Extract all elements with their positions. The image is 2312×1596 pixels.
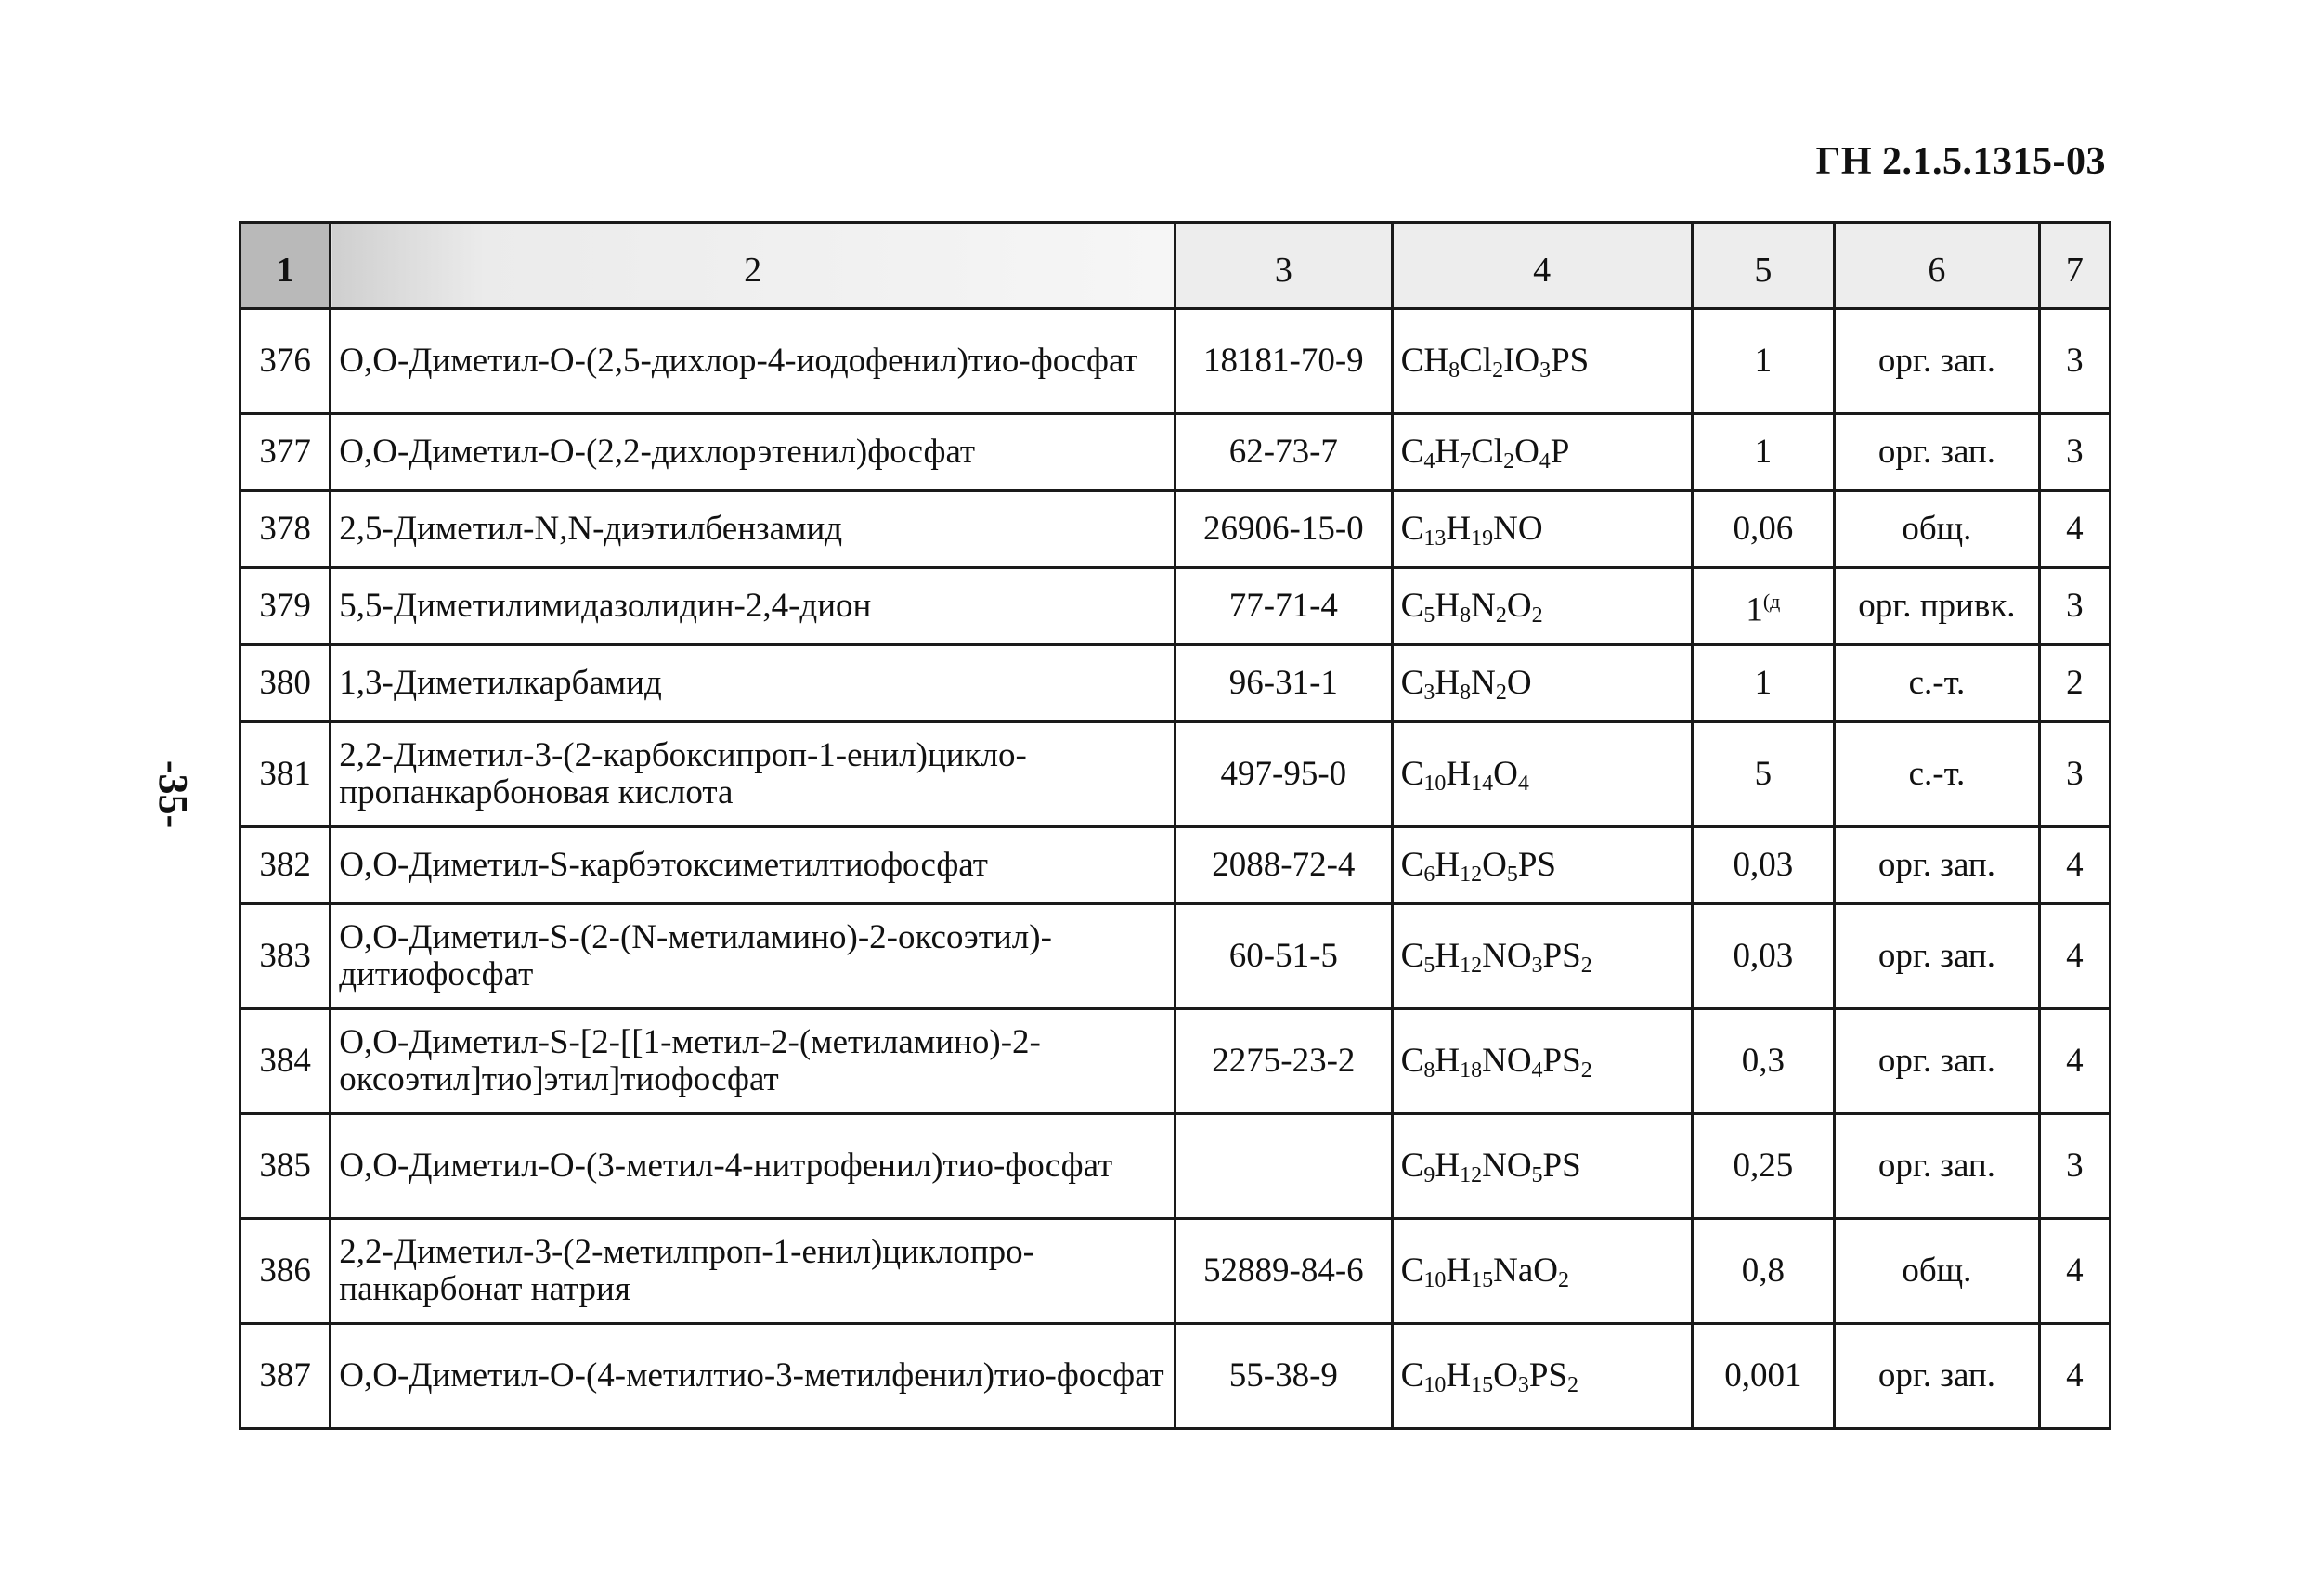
formula-element: H [1446, 1356, 1472, 1395]
row-number-cell: 376 [240, 309, 331, 414]
formula-element: PS [1551, 342, 1590, 380]
formula-subscript: 8 [1448, 358, 1461, 383]
substance-name-cell: 1,3-Диметилкарбамид [331, 645, 1175, 722]
table-row [240, 1219, 2111, 1324]
cas-number-cell: 60-51-5 [1175, 904, 1392, 1009]
row-number-cell: 377 [240, 414, 331, 491]
formula-cell [1392, 1219, 1692, 1324]
cas-number-cell: 77-71-4 [1175, 568, 1392, 645]
limit-value-cell [1692, 645, 1834, 722]
formula-cell [1392, 904, 1692, 1009]
limit-value-cell [1692, 491, 1834, 568]
formula-subscript: 2 [1580, 1058, 1592, 1083]
formula-cell [1392, 1324, 1692, 1429]
formula-subscript: 7 [1460, 449, 1472, 474]
formula-element: H [1435, 587, 1461, 625]
substance-name-cell: О,О-Диметил-S-[2-[[1-метил-2-(метиламино)-2-оксоэтил]тио]этил]тиофосфат [331, 1009, 1175, 1114]
formula-subscript: 8 [1423, 1058, 1435, 1083]
limit-value: 1 [1754, 433, 1773, 471]
cas-number-cell: 55-38-9 [1175, 1324, 1392, 1429]
formula-element: NO [1482, 1042, 1532, 1080]
substance-name-cell: О,О-Диметил-S-карбэтоксиметилтиофосфат [331, 827, 1175, 904]
table-row [240, 1324, 2111, 1429]
formula-element: N [1471, 587, 1496, 625]
formula-element: C [1400, 342, 1424, 380]
formula-element: H [1435, 433, 1461, 471]
formula-subscript: 2 [1503, 449, 1515, 474]
formula-subscript: 3 [1517, 1373, 1529, 1397]
limit-value: 1 [1754, 664, 1773, 702]
row-number-cell: 382 [240, 827, 331, 904]
formula-subscript: 5 [1506, 863, 1518, 887]
formula-subscript: 4 [1517, 772, 1529, 796]
hazard-sign-cell: орг. зап. [1835, 309, 2040, 414]
formula-element: NaO [1493, 1252, 1558, 1290]
hazard-class-cell: 4 [2039, 1324, 2110, 1429]
formula-element: PS [1542, 1147, 1581, 1185]
hazard-class-cell: 3 [2039, 1114, 2110, 1219]
formula-cell [1392, 1009, 1692, 1114]
hazard-class-cell: 4 [2039, 904, 2110, 1009]
formula-element: H [1435, 1042, 1461, 1080]
formula-subscript: 2 [1557, 1268, 1569, 1292]
formula-element: PS [1542, 1042, 1581, 1080]
formula-element: C [1400, 1042, 1424, 1080]
row-number-cell: 384 [240, 1009, 331, 1114]
formula-subscript: 8 [1460, 681, 1472, 705]
formula-element: H [1446, 510, 1472, 548]
limit-value: 0,03 [1733, 937, 1794, 975]
document-code: ГН 2.1.5.1315-03 [1815, 140, 2106, 183]
formula-subscript: 4 [1423, 449, 1435, 474]
substance-name-cell: О,О-Диметил-О-(2,2-дихлорэтенил)фосфат [331, 414, 1175, 491]
formula-element: H [1446, 1252, 1472, 1290]
formula-subscript: 15 [1471, 1268, 1494, 1292]
formula-element: H [1435, 937, 1461, 975]
column-header-5: 5 [1692, 223, 1834, 309]
row-number-cell: 378 [240, 491, 331, 568]
formula-element: O [1506, 587, 1532, 625]
substance-name-cell: О,О-Диметил-О-(3-метил-4-нитрофенил)тио-фосфат [331, 1114, 1175, 1219]
limit-value-cell [1692, 722, 1834, 827]
limit-value-cell [1692, 309, 1834, 414]
hazard-sign-cell: орг. зап. [1835, 827, 2040, 904]
formula-subscript: 4 [1539, 449, 1551, 474]
formula-subscript: 2 [1566, 1373, 1578, 1397]
column-header-4: 4 [1392, 223, 1692, 309]
limit-value-cell [1692, 827, 1834, 904]
cas-number-cell: 18181-70-9 [1175, 309, 1392, 414]
formula-subscript: 5 [1423, 954, 1435, 978]
formula-element: PS [1542, 937, 1581, 975]
hazard-class-cell: 3 [2039, 309, 2110, 414]
substance-name-cell: О,О-Диметил-О-(4-метилтио-3-метилфенил)тио-фосфат [331, 1324, 1175, 1429]
formula-element: C [1400, 1252, 1424, 1290]
hazard-sign-cell: орг. зап. [1835, 414, 2040, 491]
formula-subscript: 10 [1423, 1373, 1447, 1397]
formula-subscript: 5 [1531, 1163, 1543, 1187]
formula-subscript: 2 [1531, 603, 1543, 628]
formula-subscript: 3 [1423, 681, 1435, 705]
formula-subscript: 6 [1423, 863, 1435, 887]
hazard-sign-cell: орг. привк. [1835, 568, 2040, 645]
formula-element: C [1400, 1147, 1424, 1185]
formula-subscript: 10 [1423, 772, 1447, 796]
cas-number-cell: 2275-23-2 [1175, 1009, 1392, 1114]
formula-cell [1392, 491, 1692, 568]
formula-subscript: 12 [1460, 1163, 1483, 1187]
substances-table [239, 221, 2111, 1430]
formula-element: IO [1503, 342, 1540, 380]
formula-element: Cl [1471, 433, 1504, 471]
table-row [240, 904, 2111, 1009]
table-header-row [240, 223, 2111, 309]
formula-cell [1392, 568, 1692, 645]
row-number-cell: 380 [240, 645, 331, 722]
row-number-cell: 383 [240, 904, 331, 1009]
limit-value: 0,03 [1733, 846, 1794, 884]
column-header-3: 3 [1175, 223, 1392, 309]
hazard-sign-cell: орг. зап. [1835, 1114, 2040, 1219]
limit-value: 0,25 [1733, 1147, 1794, 1185]
page-number: -35- [150, 759, 197, 829]
formula-subscript: 18 [1460, 1058, 1483, 1083]
limit-value-cell [1692, 1009, 1834, 1114]
substance-name-cell: 2,2-Диметил-3-(2-метилпроп-1-енил)циклопро-панкарбонат натрия [331, 1219, 1175, 1324]
formula-subscript: 12 [1460, 863, 1483, 887]
table-row [240, 309, 2111, 414]
substance-name-cell: 5,5-Диметилимидазолидин-2,4-дион [331, 568, 1175, 645]
column-header-2: 2 [331, 223, 1175, 309]
formula-element: NO [1482, 937, 1532, 975]
formula-subscript: 3 [1539, 358, 1552, 383]
substance-name-cell: 2,5-Диметил-N,N-диэтилбензамид [331, 491, 1175, 568]
formula-element: NO [1482, 1147, 1532, 1185]
substance-name-cell: 2,2-Диметил-3-(2-карбоксипроп-1-енил)цикло-пропанкарбоновая кислота [331, 722, 1175, 827]
formula-subscript: 14 [1471, 772, 1494, 796]
formula-subscript: 2 [1580, 954, 1592, 978]
hazard-class-cell: 4 [2039, 1219, 2110, 1324]
cas-number-cell: 497-95-0 [1175, 722, 1392, 827]
limit-value-note: (д [1762, 590, 1781, 614]
row-number-cell: 385 [240, 1114, 331, 1219]
hazard-sign-cell: орг. зап. [1835, 1324, 2040, 1429]
row-number-cell: 387 [240, 1324, 331, 1429]
hazard-class-cell: 4 [2039, 1009, 2110, 1114]
formula-element: C [1400, 433, 1424, 471]
formula-element: P [1550, 433, 1570, 471]
hazard-sign-cell: общ. [1835, 491, 2040, 568]
formula-element: O [1514, 433, 1539, 471]
formula-subscript: 9 [1423, 1163, 1435, 1187]
limit-value: 5 [1754, 755, 1773, 793]
formula-element: H [1435, 846, 1461, 884]
table-row [240, 1114, 2111, 1219]
limit-value: 0,8 [1741, 1252, 1785, 1290]
row-number-cell: 381 [240, 722, 331, 827]
formula-element: PS [1528, 1356, 1567, 1395]
limit-value: 1 [1754, 342, 1773, 380]
substance-name-cell: О,О-Диметил-S-(2-(N-метиламино)-2-оксоэтил)-дитиофосфат [331, 904, 1175, 1009]
formula-subscript: 12 [1460, 954, 1483, 978]
formula-subscript: 8 [1460, 603, 1472, 628]
formula-subscript: 5 [1423, 603, 1435, 628]
formula-element: O [1493, 1356, 1518, 1395]
formula-element: C [1400, 755, 1424, 793]
formula-element: C [1400, 1356, 1424, 1395]
hazard-sign-cell: с.-т. [1835, 722, 2040, 827]
limit-value-cell [1692, 1219, 1834, 1324]
formula-element: C [1400, 846, 1424, 884]
limit-value: 0,3 [1741, 1042, 1785, 1080]
table-row [240, 568, 2111, 645]
formula-cell [1392, 414, 1692, 491]
column-header-1: 1 [240, 223, 331, 309]
formula-element: NO [1493, 510, 1543, 548]
hazard-class-cell: 3 [2039, 722, 2110, 827]
table-row [240, 1009, 2111, 1114]
formula-element: N [1471, 664, 1496, 702]
table-row [240, 645, 2111, 722]
hazard-class-cell: 3 [2039, 568, 2110, 645]
hazard-class-cell: 2 [2039, 645, 2110, 722]
hazard-class-cell: 3 [2039, 414, 2110, 491]
table-row [240, 722, 2111, 827]
formula-element: Cl [1460, 342, 1493, 380]
row-number-cell: 386 [240, 1219, 331, 1324]
formula-cell [1392, 1114, 1692, 1219]
hazard-class-cell: 4 [2039, 491, 2110, 568]
formula-subscript: 19 [1471, 526, 1494, 551]
row-number-cell: 379 [240, 568, 331, 645]
formula-subscript: 2 [1495, 603, 1507, 628]
cas-number-cell: 96-31-1 [1175, 645, 1392, 722]
limit-value-cell [1692, 414, 1834, 491]
table-row [240, 827, 2111, 904]
formula-element: O [1493, 755, 1518, 793]
table-row [240, 491, 2111, 568]
limit-value: 0,06 [1733, 510, 1794, 548]
formula-element: O [1506, 664, 1532, 702]
cas-number-cell: 52889-84-6 [1175, 1219, 1392, 1324]
substance-name-cell: О,О-Диметил-О-(2,5-дихлор-4-иодофенил)тио-фосфат [331, 309, 1175, 414]
formula-subscript: 15 [1471, 1373, 1494, 1397]
formula-subscript: 13 [1423, 526, 1447, 551]
hazard-class-cell: 4 [2039, 827, 2110, 904]
formula-element: C [1400, 664, 1424, 702]
hazard-sign-cell: общ. [1835, 1219, 2040, 1324]
formula-subscript: 2 [1492, 358, 1504, 383]
formula-subscript: 2 [1495, 681, 1507, 705]
hazard-sign-cell: орг. зап. [1835, 1009, 2040, 1114]
formula-cell [1392, 722, 1692, 827]
formula-element: C [1400, 587, 1424, 625]
formula-subscript: 4 [1531, 1058, 1543, 1083]
column-header-7: 7 [2039, 223, 2110, 309]
limit-value: 0,001 [1724, 1356, 1802, 1395]
formula-cell [1392, 827, 1692, 904]
hazard-sign-cell: орг. зап. [1835, 904, 2040, 1009]
cas-number-cell: 26906-15-0 [1175, 491, 1392, 568]
formula-element: H [1423, 342, 1449, 380]
formula-subscript: 3 [1531, 954, 1543, 978]
column-header-6: 6 [1835, 223, 2040, 309]
limit-value-cell [1692, 1114, 1834, 1219]
formula-cell [1392, 645, 1692, 722]
formula-element: C [1400, 937, 1424, 975]
limit-value: 1 [1746, 590, 1763, 629]
table-row [240, 414, 2111, 491]
formula-element: H [1435, 1147, 1461, 1185]
hazard-sign-cell: с.-т. [1835, 645, 2040, 722]
formula-element: C [1400, 510, 1424, 548]
formula-element: H [1435, 664, 1461, 702]
formula-cell [1392, 309, 1692, 414]
formula-subscript: 10 [1423, 1268, 1447, 1292]
cas-number-cell [1175, 1114, 1392, 1219]
limit-value-cell [1692, 1324, 1834, 1429]
formula-element: H [1446, 755, 1472, 793]
limit-value-cell [1692, 904, 1834, 1009]
formula-element: O [1482, 846, 1507, 884]
formula-element: PS [1517, 846, 1556, 884]
limit-value-cell [1692, 568, 1834, 645]
cas-number-cell: 2088-72-4 [1175, 827, 1392, 904]
cas-number-cell: 62-73-7 [1175, 414, 1392, 491]
